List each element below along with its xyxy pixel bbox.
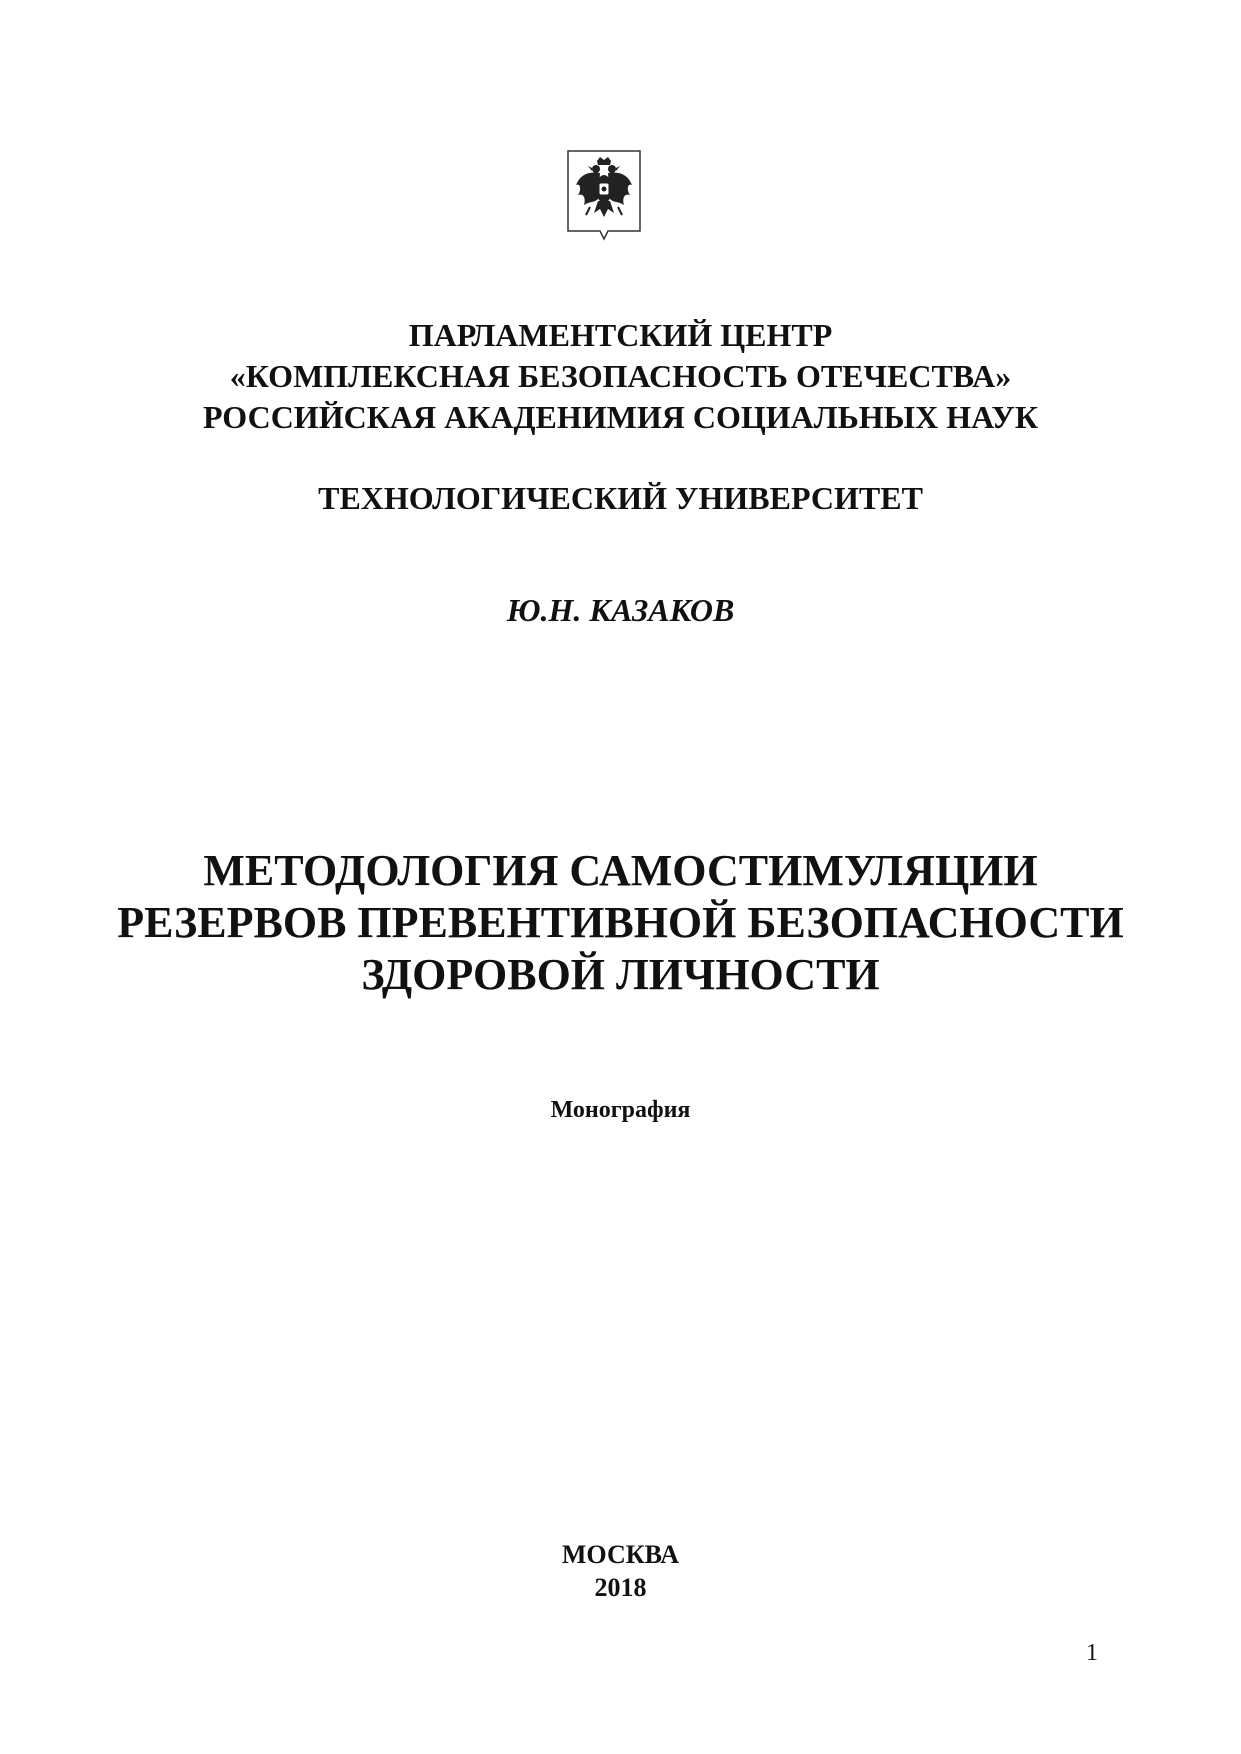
- university-name: ТЕХНОЛОГИЧЕСКИЙ УНИВЕРСИТЕТ: [318, 480, 923, 516]
- title-line: ЗДОРОВОЙ ЛИЧНОСТИ: [361, 950, 880, 999]
- genre-label: Монография: [550, 1097, 691, 1123]
- publication-city: МОСКВА: [561, 1540, 680, 1569]
- author-name: Ю.Н. КАЗАКОВ: [506, 592, 735, 628]
- organization-line: ПАРЛАМЕНТСКИЙ ЦЕНТР: [408, 317, 833, 353]
- page-number: 1: [1086, 1640, 1098, 1666]
- organization-line: РОССИЙСКАЯ АКАДЕНИМИЯ СОЦИАЛЬНЫХ НАУК: [202, 399, 1039, 435]
- book-title: [0, 845, 1241, 1001]
- organization-line: «КОМПЛЕКСНАЯ БЕЗОПАСНОСТЬ ОТЕЧЕСТВА»: [229, 358, 1012, 394]
- russian-coat-of-arms-icon: [566, 149, 642, 241]
- title-line: МЕТОДОЛОГИЯ САМОСТИМУЛЯЦИИ: [203, 846, 1038, 895]
- organization-block: [0, 315, 1241, 438]
- publication-year: 2018: [594, 1573, 647, 1602]
- title-line: РЕЗЕРВОВ ПРЕВЕНТИВНОЙ БЕЗОПАСНОСТИ: [117, 898, 1124, 947]
